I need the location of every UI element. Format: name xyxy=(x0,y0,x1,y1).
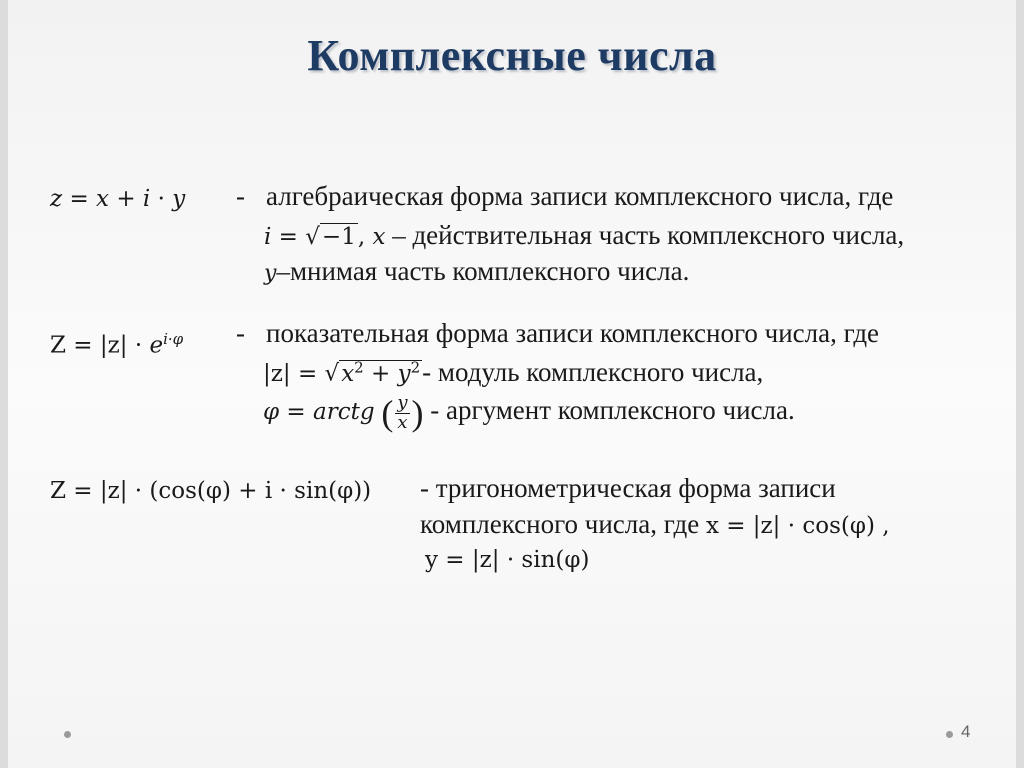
trigonometric-formula: Z = |z| · (cos(φ) + i · sin(φ)) xyxy=(50,478,372,504)
algebraic-i-definition: i = √−1, x – действительная часть комплексного числа, xyxy=(264,220,905,250)
algebraic-description: алгебраическая форма записи комплексного числа, где xyxy=(266,181,894,211)
sqrt-symbol: √−1 xyxy=(305,224,356,250)
algebraic-y-definition: y–мнимая часть комплексного числа. xyxy=(264,256,690,286)
right-nav-dot xyxy=(946,731,953,738)
trigonometric-x-definition: комплексного числа, где x = |z| · cos(φ) , xyxy=(420,509,890,539)
algebraic-formula: z = x + i · y xyxy=(50,186,186,212)
algebraic-dash: - xyxy=(236,181,245,211)
exponential-formula: $Z = |z| \cdot e^{i\cdot\varphi}$ xyxy=(50,330,184,359)
trigonometric-description: - тригонометрическая форма записи xyxy=(420,473,836,503)
exponential-dash: - xyxy=(236,318,245,348)
fraction-y-over-x: $\frac{y}{x}$ xyxy=(397,391,408,433)
page-number: 4 xyxy=(961,722,971,741)
slide-title: Комплексные числа xyxy=(307,31,717,80)
modulus-definition: $|z| = √x^2 + y^2-$ модуль комплексного числа, xyxy=(263,357,764,387)
left-nav-dot xyxy=(64,731,71,738)
sqrt-symbol: $√x^2 + y^2$ xyxy=(324,358,421,387)
argument-definition: φ = arctg ( $\frac{y}{x}$ ) - аргумент комплексного числа. xyxy=(263,391,795,433)
trigonometric-y-definition: y = |z| · sin(φ) xyxy=(425,547,590,573)
exponential-description: показательная форма записи комплексного числа, где xyxy=(266,318,880,348)
